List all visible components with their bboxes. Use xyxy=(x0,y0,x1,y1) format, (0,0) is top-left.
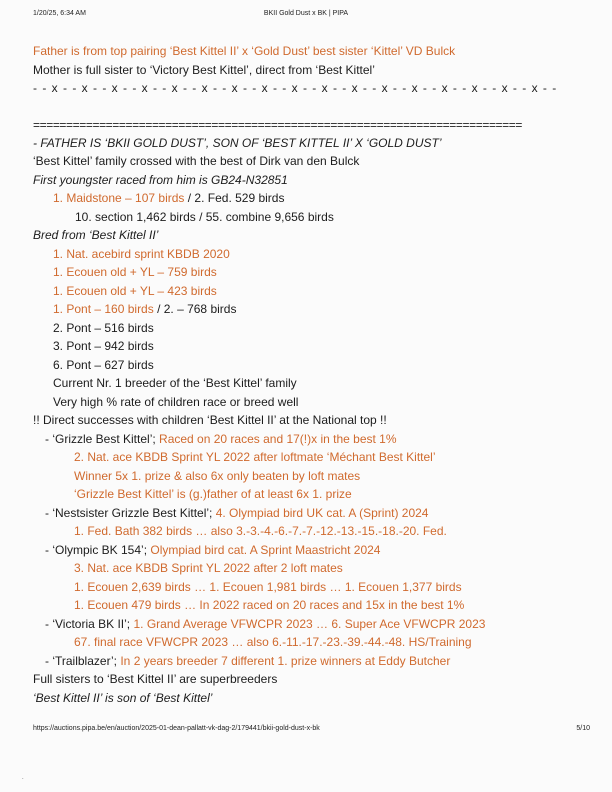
trailblazer-entry xyxy=(33,652,593,671)
grizzle-detail-2: Winner 5x 1. prize & also 6x only beaten by loft mates xyxy=(74,468,361,483)
trailblazer-name: - ‘Trailblazer’; xyxy=(45,653,118,668)
grizzle-detail-1: 2. Nat. ace KBDB Sprint YL 2022 after loftmate ‘Méchant Best Kittel’ xyxy=(74,450,436,464)
olympic-entry xyxy=(33,541,593,560)
nestsister-entry xyxy=(33,504,593,523)
grizzle-desc: Raced on 20 races and 17(!)x in the best 1% xyxy=(155,431,397,446)
grizzle-detail-3: ‘Grizzle Best Kittel’ is (g.)father of at least 6x 1. prize xyxy=(74,487,352,501)
pedigree-content xyxy=(33,42,593,707)
bred-heading: Bred from ‘Best Kittel II’ xyxy=(33,228,159,242)
print-page-title: BKII Gold Dust x BK | PIPA xyxy=(263,10,349,17)
victoria-name: - ‘Victoria BK II’; xyxy=(45,616,131,631)
first-youngster-line: First youngster raced from him is GB24-N32851 xyxy=(33,172,288,187)
family-line: ‘Best Kittel’ family crossed with the best of Dirk van den Bulck xyxy=(33,154,360,168)
olympic-desc: Olympiad bird cat. A Sprint Maastricht 2024 xyxy=(147,542,381,557)
victoria-desc: 1. Grand Average VFWCPR 2023 … 6. Super Ace VFWCPR 2023 xyxy=(130,616,486,631)
olympic-detail-1: 3. Nat. ace KBDB Sprint YL 2022 after 2 loft mates xyxy=(74,561,343,575)
bred-result-4-highlight: 1. Pont – 160 birds xyxy=(53,302,154,316)
olympic-detail-3: 1. Ecouen 479 birds … In 2022 raced on 20 races and 15x in the best 1% xyxy=(74,598,465,612)
bred-result-7: 6. Pont – 627 birds xyxy=(53,357,154,372)
grizzle-name: - ‘Grizzle Best Kittel’; xyxy=(45,431,156,446)
nestsister-name: - ‘Nestsister Grizzle Best Kittel’; xyxy=(45,505,213,520)
father-heading: - FATHER IS ‘BKII GOLD DUST’, SON OF ‘BEST KITTEL II’ X ‘GOLD DUST’ xyxy=(33,135,442,150)
print-url: https://auctions.pipa.be/en/auction/2025-01-dean-pallatt-vk-dag-2/179441/bkii-gold-dust-x-bk xyxy=(33,725,320,732)
son-of-line: ‘Best Kittel II’ is son of ‘Best Kittel’ xyxy=(33,690,213,705)
youngster-result-highlight: 1. Maidstone – 107 birds xyxy=(53,191,185,205)
victoria-entry xyxy=(33,615,593,634)
bred-result-1: 1. Nat. acebird sprint KBDB 2020 xyxy=(53,246,230,261)
bred-result-4 xyxy=(33,300,593,319)
olympic-detail-2: 1. Ecouen 2,639 birds … 1. Ecouen 1,981 birds … 1. Ecouen 1,377 birds xyxy=(74,579,462,594)
victoria-detail-1: 67. final race VFWCPR 2023 … also 6.-11.-17.-23.-39.-44.-48. HS/Training xyxy=(74,635,472,649)
father-intro-line: Father is from top pairing ‘Best Kittel II’ x ‘Gold Dust’ best sister ‘Kittel’ VD Bulck xyxy=(33,44,456,58)
scan-speck: . xyxy=(22,775,24,781)
bred-result-6: 3. Pont – 942 birds xyxy=(53,339,154,353)
bred-result-4-rest: / 2. – 768 birds xyxy=(153,302,237,316)
equals-divider: ========================================================================== xyxy=(33,117,522,132)
current-breeder-line: Current Nr. 1 breeder of the ‘Best Kittel’ family xyxy=(53,376,297,390)
direct-successes-heading: !! Direct successes with children ‘Best Kittel II’ at the National top !! xyxy=(33,413,387,427)
youngster-result-sub: 10. section 1,462 birds / 55. combine 9,656 birds xyxy=(75,209,334,224)
bred-result-3: 1. Ecouen old + YL – 423 birds xyxy=(53,283,217,298)
youngster-result xyxy=(33,189,593,208)
print-page-number: 5/10 xyxy=(576,725,590,732)
mother-intro-line: Mother is full sister to ‘Victory Best Kittel’, direct from ‘Best Kittel’ xyxy=(33,62,375,77)
trailblazer-desc: In 2 years breeder 7 different 1. prize winners at Eddy Butcher xyxy=(117,653,451,668)
breed-rate-line: Very high % rate of children race or breed well xyxy=(53,394,299,409)
youngster-result-rest: / 2. Fed. 529 birds xyxy=(184,191,285,205)
grizzle-entry xyxy=(33,430,593,449)
nestsister-desc: 4. Olympiad bird UK cat. A (Sprint) 2024 xyxy=(212,505,429,520)
bred-result-2: 1. Ecouen old + YL – 759 birds xyxy=(53,265,217,279)
full-sisters-line: Full sisters to ‘Best Kittel II’ are superbreeders xyxy=(33,672,278,686)
olympic-name: - ‘Olympic BK 154’; xyxy=(45,542,148,557)
dash-divider: - - x - - x - - x - - x - - x - - x - - x - - x - - x - - x - - x - - x - - x - - x - - x - - x - - x - - xyxy=(33,81,558,95)
bred-result-5: 2. Pont – 516 birds xyxy=(53,320,154,335)
print-datetime: 1/20/25, 6:34 AM xyxy=(33,10,86,17)
nestsister-detail-1: 1. Fed. Bath 382 birds … also 3.-3.-4.-6.-7.-7.-12.-13.-15.-18.-20. Fed. xyxy=(74,524,447,538)
